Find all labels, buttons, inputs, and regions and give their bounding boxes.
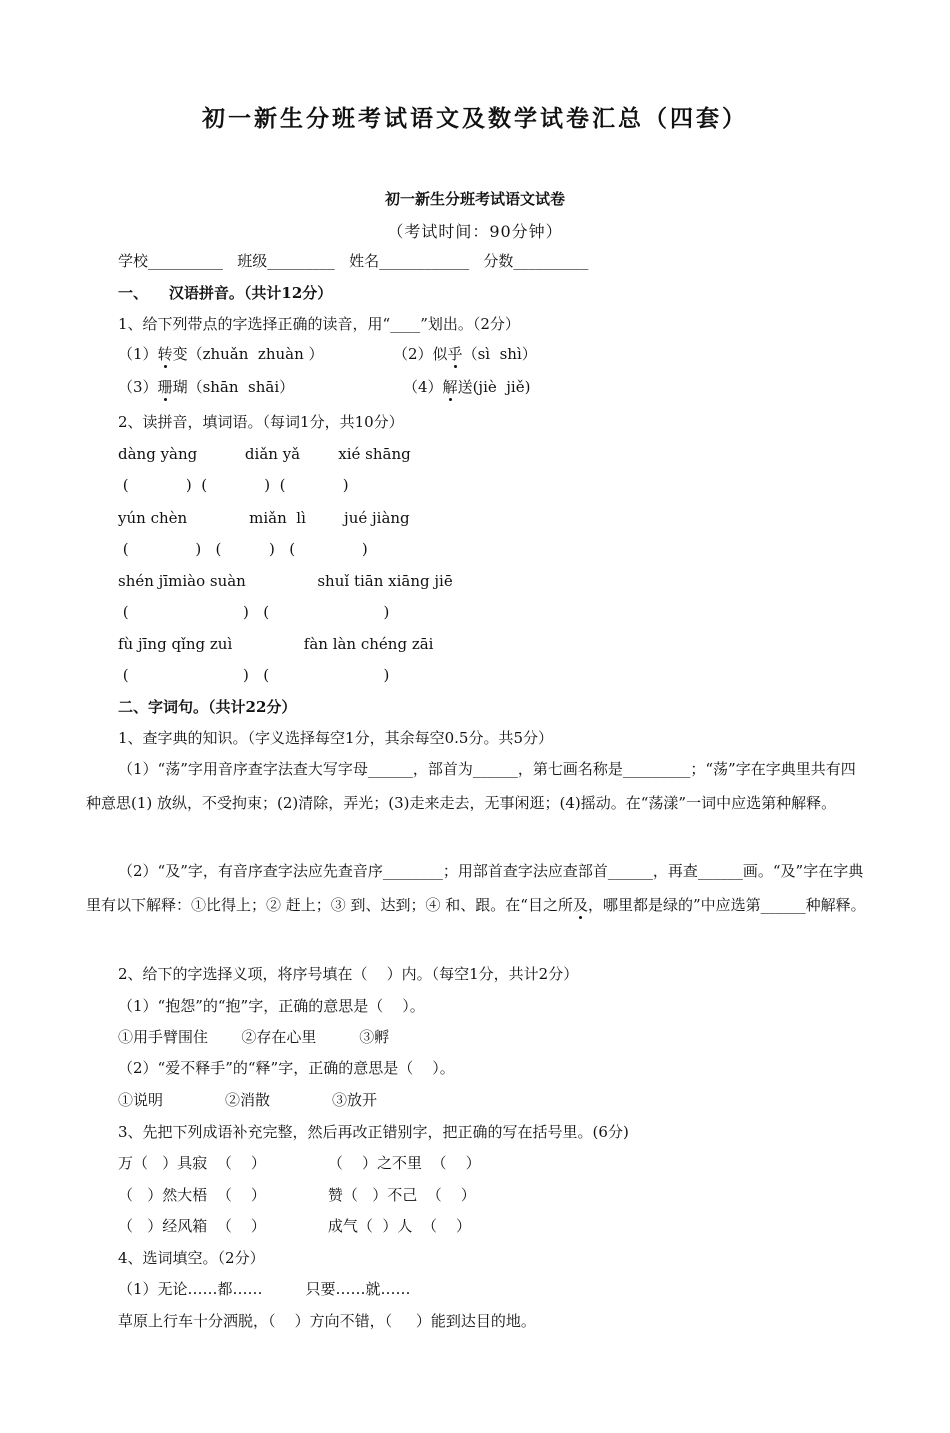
section2-q1: 1、查字典的知识。（字义选择每空1分，其余每空0.5分。共5分） [118, 729, 553, 747]
q1-item-1-pre: （1） [118, 345, 158, 363]
idiom-row: （ ）经风箱 （ ） 成气（ ）人 （ ） [118, 1217, 472, 1235]
answer-blank-row: ( ) ( ) [118, 603, 390, 621]
q1-item-4 [403, 377, 530, 397]
paragraph-2-part-b: ，哪里都是绿的”中应选第______种解释。 [588, 896, 866, 914]
section2-q2-2: （2）“爱不释手”的“释”字，正确的意思是（ ）。 [118, 1059, 455, 1077]
paragraph-2-dotted-char: 及 [572, 896, 588, 914]
q1-item-3-dotted-char: 珊 [157, 378, 173, 396]
q1-item-2-pre: （2）似 [393, 345, 448, 363]
exam-time: （考试时间：90分钟） [387, 222, 563, 241]
section2-q1-paragraph-2 [86, 854, 866, 922]
q1-item-2 [393, 344, 537, 364]
idiom-row: （ ）然大梧 （ ） 赞（ ）不己 （ ） [118, 1186, 476, 1204]
q1-item-3-pre: （3） [118, 378, 158, 396]
answer-blank-row: ( ) ( ) ( ) [118, 540, 368, 558]
section2-q1-paragraph-1: （1）“荡”字用音序查字法查大写字母______，部首为______，第七画名称是_________；“荡”字在字典里共有四种意思(1) 放纵，不受拘束；(2)清除，弄光；(3)走来走去，无事闲逛；(4)摇动。在“荡漾”一词中应选第种解释。 [86, 760, 856, 812]
pinyin-row: yún chèn miǎn lì jué jiàng [118, 509, 410, 527]
q1-item-2-post: （sì shì） [462, 345, 537, 363]
q1-item-3-post: 瑚（shān shāi） [172, 378, 295, 396]
section2-q2: 2、给下的字选择义项，将序号填在（ ）内。（每空1分，共计2分） [118, 965, 579, 983]
answer-blank-row: ( ) ( ) ( ) [118, 476, 349, 494]
q1-item-4-pre: （4） [403, 378, 443, 396]
q1-item-4-post: 送(jiè jiě) [457, 378, 531, 396]
section2-q4-sentence: 草原上行车十分洒脱，（ ）方向不错，（ ）能到达目的地。 [118, 1312, 536, 1330]
section2-q3: 3、先把下列成语补充完整，然后再改正错别字，把正确的写在括号里。(6分) [118, 1123, 629, 1141]
section2-q2-1: （1）“抱怨”的“抱”字，正确的意思是（ ）。 [118, 997, 425, 1015]
section2-q2-2-options: ①说明 ②消散 ③放开 [118, 1091, 377, 1109]
q1-item-3 [118, 377, 294, 397]
q1-item-1-dotted-char: 转 [157, 345, 173, 363]
section2-q2-1-options: ①用手臂围住 ②存在心里 ③孵 [118, 1028, 390, 1046]
section2-q4-options: （1）无论……都…… 只要……就…… [118, 1280, 411, 1298]
q1-item-4-dotted-char: 解 [442, 378, 458, 396]
answer-blank-row: ( ) ( ) [118, 666, 390, 684]
q1-item-1 [118, 344, 324, 364]
idiom-row: 万（ ）具寂 （ ） （ ）之不里 （ ） [118, 1154, 481, 1172]
section2-q4: 4、选词填空。（2分） [118, 1249, 265, 1267]
q1-item-1-post: 变（zhuǎn zhuàn ） [172, 345, 324, 363]
paragraph-2-part-a: （2）“及”字，有音序查字法应先查音序________；用部首查字法应查部首______，再查______画。“及”字在字典里有以下解释：①比得上；② 赶上；③ 到、达到；④ 和、跟。在“目之所 [86, 862, 864, 914]
section2-heading: 二、字词句。（共计22分） [118, 698, 297, 716]
section1-q2: 2、读拼音，填词语。（每词1分，共10分） [118, 413, 404, 431]
document-title: 初一新生分班考试语文及数学试卷汇总（四套） [202, 105, 748, 132]
student-info-line: 学校__________ 班级_________ 姓名____________ 分数__________ [118, 252, 589, 270]
section1-q1: 1、给下列带点的字选择正确的读音，用“____”划出。（2分） [118, 315, 520, 333]
pinyin-row: shén jīmiào suàn shuǐ tiān xiāng jiē [118, 572, 453, 590]
q1-item-2-dotted-char: 乎 [447, 345, 463, 363]
pinyin-row: dàng yàng diǎn yǎ xié shāng [118, 445, 411, 463]
pinyin-row: fù jīng qǐng zuì fàn làn chéng zāi [118, 635, 434, 653]
exam-title: 初一新生分班考试语文试卷 [384, 190, 565, 208]
section1-heading: 一、 汉语拼音。（共计12分） [118, 284, 333, 302]
